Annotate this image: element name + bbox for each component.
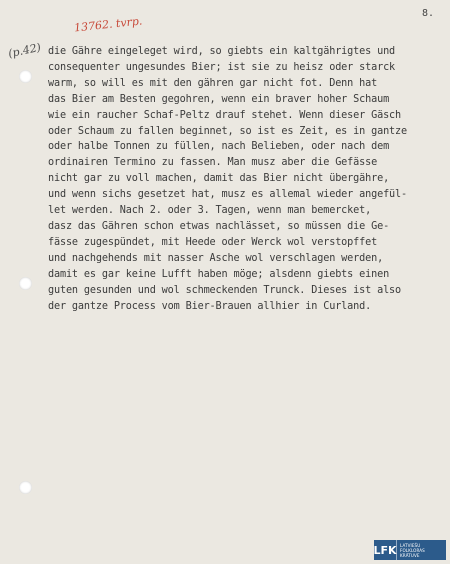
- text-line: die Gähre eingeleget wird, so giebts ein kaltgährigtes und: [48, 46, 396, 57]
- archive-stamp-text: LATVIEŠU FOLKLORAS KRĀTUVE: [400, 542, 425, 558]
- text-line: let werden. Nach 2. oder 3. Tagen, wenn man bemercket,: [48, 205, 372, 217]
- text-line: oder Schaum zu fallen beginnet, so ist es Zeit, es in gantze: [48, 125, 408, 137]
- punch-hole-middle: [19, 277, 32, 290]
- text-line: fässe zugespündet, mit Heede oder Werck wol verstopffet: [48, 236, 378, 248]
- text-line: der gantze Process vom Bier-Brauen allhier in Curland.: [48, 300, 372, 312]
- punch-hole-top: [19, 70, 32, 83]
- text-line: guten gesunden und wol schmeckenden Trunck. Dieses ist also: [48, 284, 402, 296]
- text-line: und nachgehends mit nasser Asche wol verschlagen werden,: [48, 252, 384, 264]
- archive-number-annotation: 13762. tvrp.: [73, 14, 143, 35]
- text-line: oder halbe Tonnen zu füllen, nach Belieben, oder nach dem: [48, 141, 390, 153]
- text-line: warm, so will es mit den gähren gar nicht fot. Denn hat: [48, 77, 378, 89]
- text-line: damit es gar keine Lufft haben möge; alsdenn giebts einen: [48, 268, 390, 280]
- punch-hole-bottom: [19, 481, 32, 494]
- page-number: 8.: [422, 8, 435, 19]
- archive-logo-icon: LFK: [374, 540, 397, 560]
- text-line: und wenn sichs gesetzet hat, musz es allemal wieder angefül-: [48, 189, 408, 201]
- text-line: nicht gar zu voll machen, damit das Bier nicht übergähre,: [48, 173, 390, 185]
- text-line: dasz das Gähren schon etwas nachlässet, so müssen die Ge-: [48, 220, 390, 232]
- text-line: das Bier am Besten gegohren, wenn ein braver hoher Schaum: [48, 93, 390, 105]
- page-reference-annotation: (p.42): [7, 40, 43, 61]
- typed-text-body: [48, 44, 407, 314]
- text-line: wie ein raucher Schaf-Peltz drauf stehet. Wenn dieser Gäsch: [48, 109, 402, 121]
- text-line: consequenter ungesundes Bier; ist sie zu heisz oder starck: [48, 61, 396, 73]
- text-line: ordinairen Termino zu fassen. Man musz aber die Gefässe: [48, 157, 378, 169]
- archive-stamp: [374, 540, 446, 560]
